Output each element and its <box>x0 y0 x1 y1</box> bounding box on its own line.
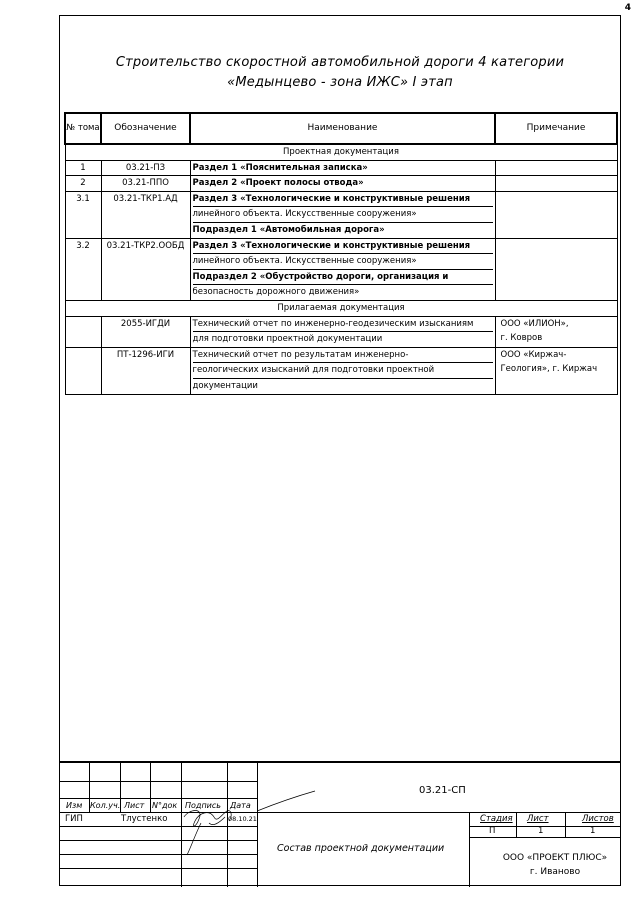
title-line-2: «Медынцево - зона ИЖС» I этап <box>227 75 453 90</box>
note-line: г. Ковров <box>500 333 543 344</box>
stamp-doc-title: Состав проектной документации <box>277 843 445 854</box>
name-line: для подготовки проектной документации <box>192 334 383 345</box>
header-note: Примечание <box>495 113 617 144</box>
name-line: Раздел 2 «Проект полосы отвода» <box>192 178 364 189</box>
stamp-col-list: Лист <box>124 801 145 810</box>
stamp-person: Тлустенко <box>121 814 168 824</box>
note-line: Геология», г. Киржач <box>500 364 598 375</box>
note-cell <box>495 316 617 347</box>
table-header-row <box>65 113 617 144</box>
stamp-sheet-label: Лист <box>527 814 549 824</box>
stamp-date: 08.10.21 <box>228 815 257 823</box>
name-line: Технический отчет по инженерно-геодезическим изысканиям <box>193 317 493 333</box>
note-line: ООО «Киржач- <box>500 349 567 360</box>
header-volume-number: № тома <box>65 113 101 144</box>
volume-number-cell: 1 <box>65 160 101 176</box>
title-line-1: Строительство скоростной автомобильной дороги 4 категории <box>115 55 565 70</box>
stamp-stage: П <box>489 826 496 836</box>
note-cell <box>495 191 617 238</box>
header-name: Наименование <box>190 113 495 144</box>
table-row <box>65 238 617 300</box>
stamp-divider-stroke <box>257 789 317 813</box>
note-cell <box>495 347 617 394</box>
name-line: Раздел 3 «Технологические и конструктивные решения <box>193 192 493 208</box>
stamp-sheets: 1 <box>590 826 596 836</box>
name-cell <box>190 191 495 238</box>
note-cell <box>495 160 617 176</box>
name-line: геологических изысканий для подготовки проектной <box>193 363 493 379</box>
title-block <box>59 761 621 886</box>
name-line: линейного объекта. Искусственные сооружения» <box>193 254 493 270</box>
stamp-col-podp: Подпись <box>185 801 221 810</box>
volume-number-cell: 2 <box>65 176 101 192</box>
table-row <box>65 347 617 394</box>
name-line: Подраздел 1 «Автомобильная дорога» <box>192 224 385 235</box>
volume-number-cell <box>65 316 101 347</box>
name-line: Раздел 1 «Пояснительная записка» <box>192 162 368 173</box>
code-cell: 03.21-ППО <box>101 176 190 192</box>
stamp-stage-label: Стадия <box>480 814 513 824</box>
volume-number-cell: 3.2 <box>65 238 101 300</box>
document-title <box>59 53 621 93</box>
stamp-col-ndok: N°док <box>152 801 178 810</box>
name-cell <box>190 160 495 176</box>
section-title: Прилагаемая документация <box>65 300 617 316</box>
note-cell <box>495 238 617 300</box>
org-name: ООО «ПРОЕКТ ПЛЮС» <box>502 853 608 863</box>
code-cell: 03.21-ТКР2.ООБД <box>101 238 190 300</box>
page-number: 4 <box>624 3 631 13</box>
volume-number-cell: 3.1 <box>65 191 101 238</box>
table-row <box>65 191 617 238</box>
stamp-organization <box>489 851 621 879</box>
stamp-role: ГИП <box>65 814 83 824</box>
name-line: Раздел 3 «Технологические и конструктивные решения <box>193 239 493 255</box>
name-cell <box>190 347 495 394</box>
name-line: безопасность дорожного движения» <box>192 287 360 298</box>
documentation-table <box>64 112 618 395</box>
section-row-project-docs <box>65 144 617 160</box>
name-line: линейного объекта. Искусственные сооружения» <box>193 207 493 223</box>
org-city: г. Иваново <box>529 867 581 877</box>
header-code: Обозначение <box>101 113 190 144</box>
stamp-sheet: 1 <box>538 826 544 836</box>
code-cell: ПТ-1296-ИГИ <box>101 347 190 394</box>
name-cell <box>190 238 495 300</box>
name-line: документации <box>192 380 258 391</box>
stamp-doc-code: 03.21-СП <box>419 785 466 796</box>
stamp-col-data: Дата <box>230 801 251 810</box>
name-cell <box>190 176 495 192</box>
stamp-sheets-label: Листов <box>582 814 614 824</box>
name-line: Подраздел 2 «Обустройство дороги, организация и <box>193 270 493 286</box>
note-cell <box>495 176 617 192</box>
stamp-col-kol: Кол.уч. <box>90 801 121 810</box>
section-row-attached-docs <box>65 300 617 316</box>
signature-icon <box>169 805 249 860</box>
table-row <box>65 176 617 192</box>
note-line: ООО «ИЛИОН», <box>500 318 569 329</box>
section-title: Проектная документация <box>65 144 617 160</box>
stamp-col-izm: Изм <box>66 801 83 810</box>
code-cell: 2055-ИГДИ <box>101 316 190 347</box>
code-cell: 03.21-ПЗ <box>101 160 190 176</box>
code-cell: 03.21-ТКР1.АД <box>101 191 190 238</box>
name-cell <box>190 316 495 347</box>
name-line: Технический отчет по результатам инженерно- <box>193 348 493 364</box>
table-row <box>65 316 617 347</box>
volume-number-cell <box>65 347 101 394</box>
table-row <box>65 160 617 176</box>
